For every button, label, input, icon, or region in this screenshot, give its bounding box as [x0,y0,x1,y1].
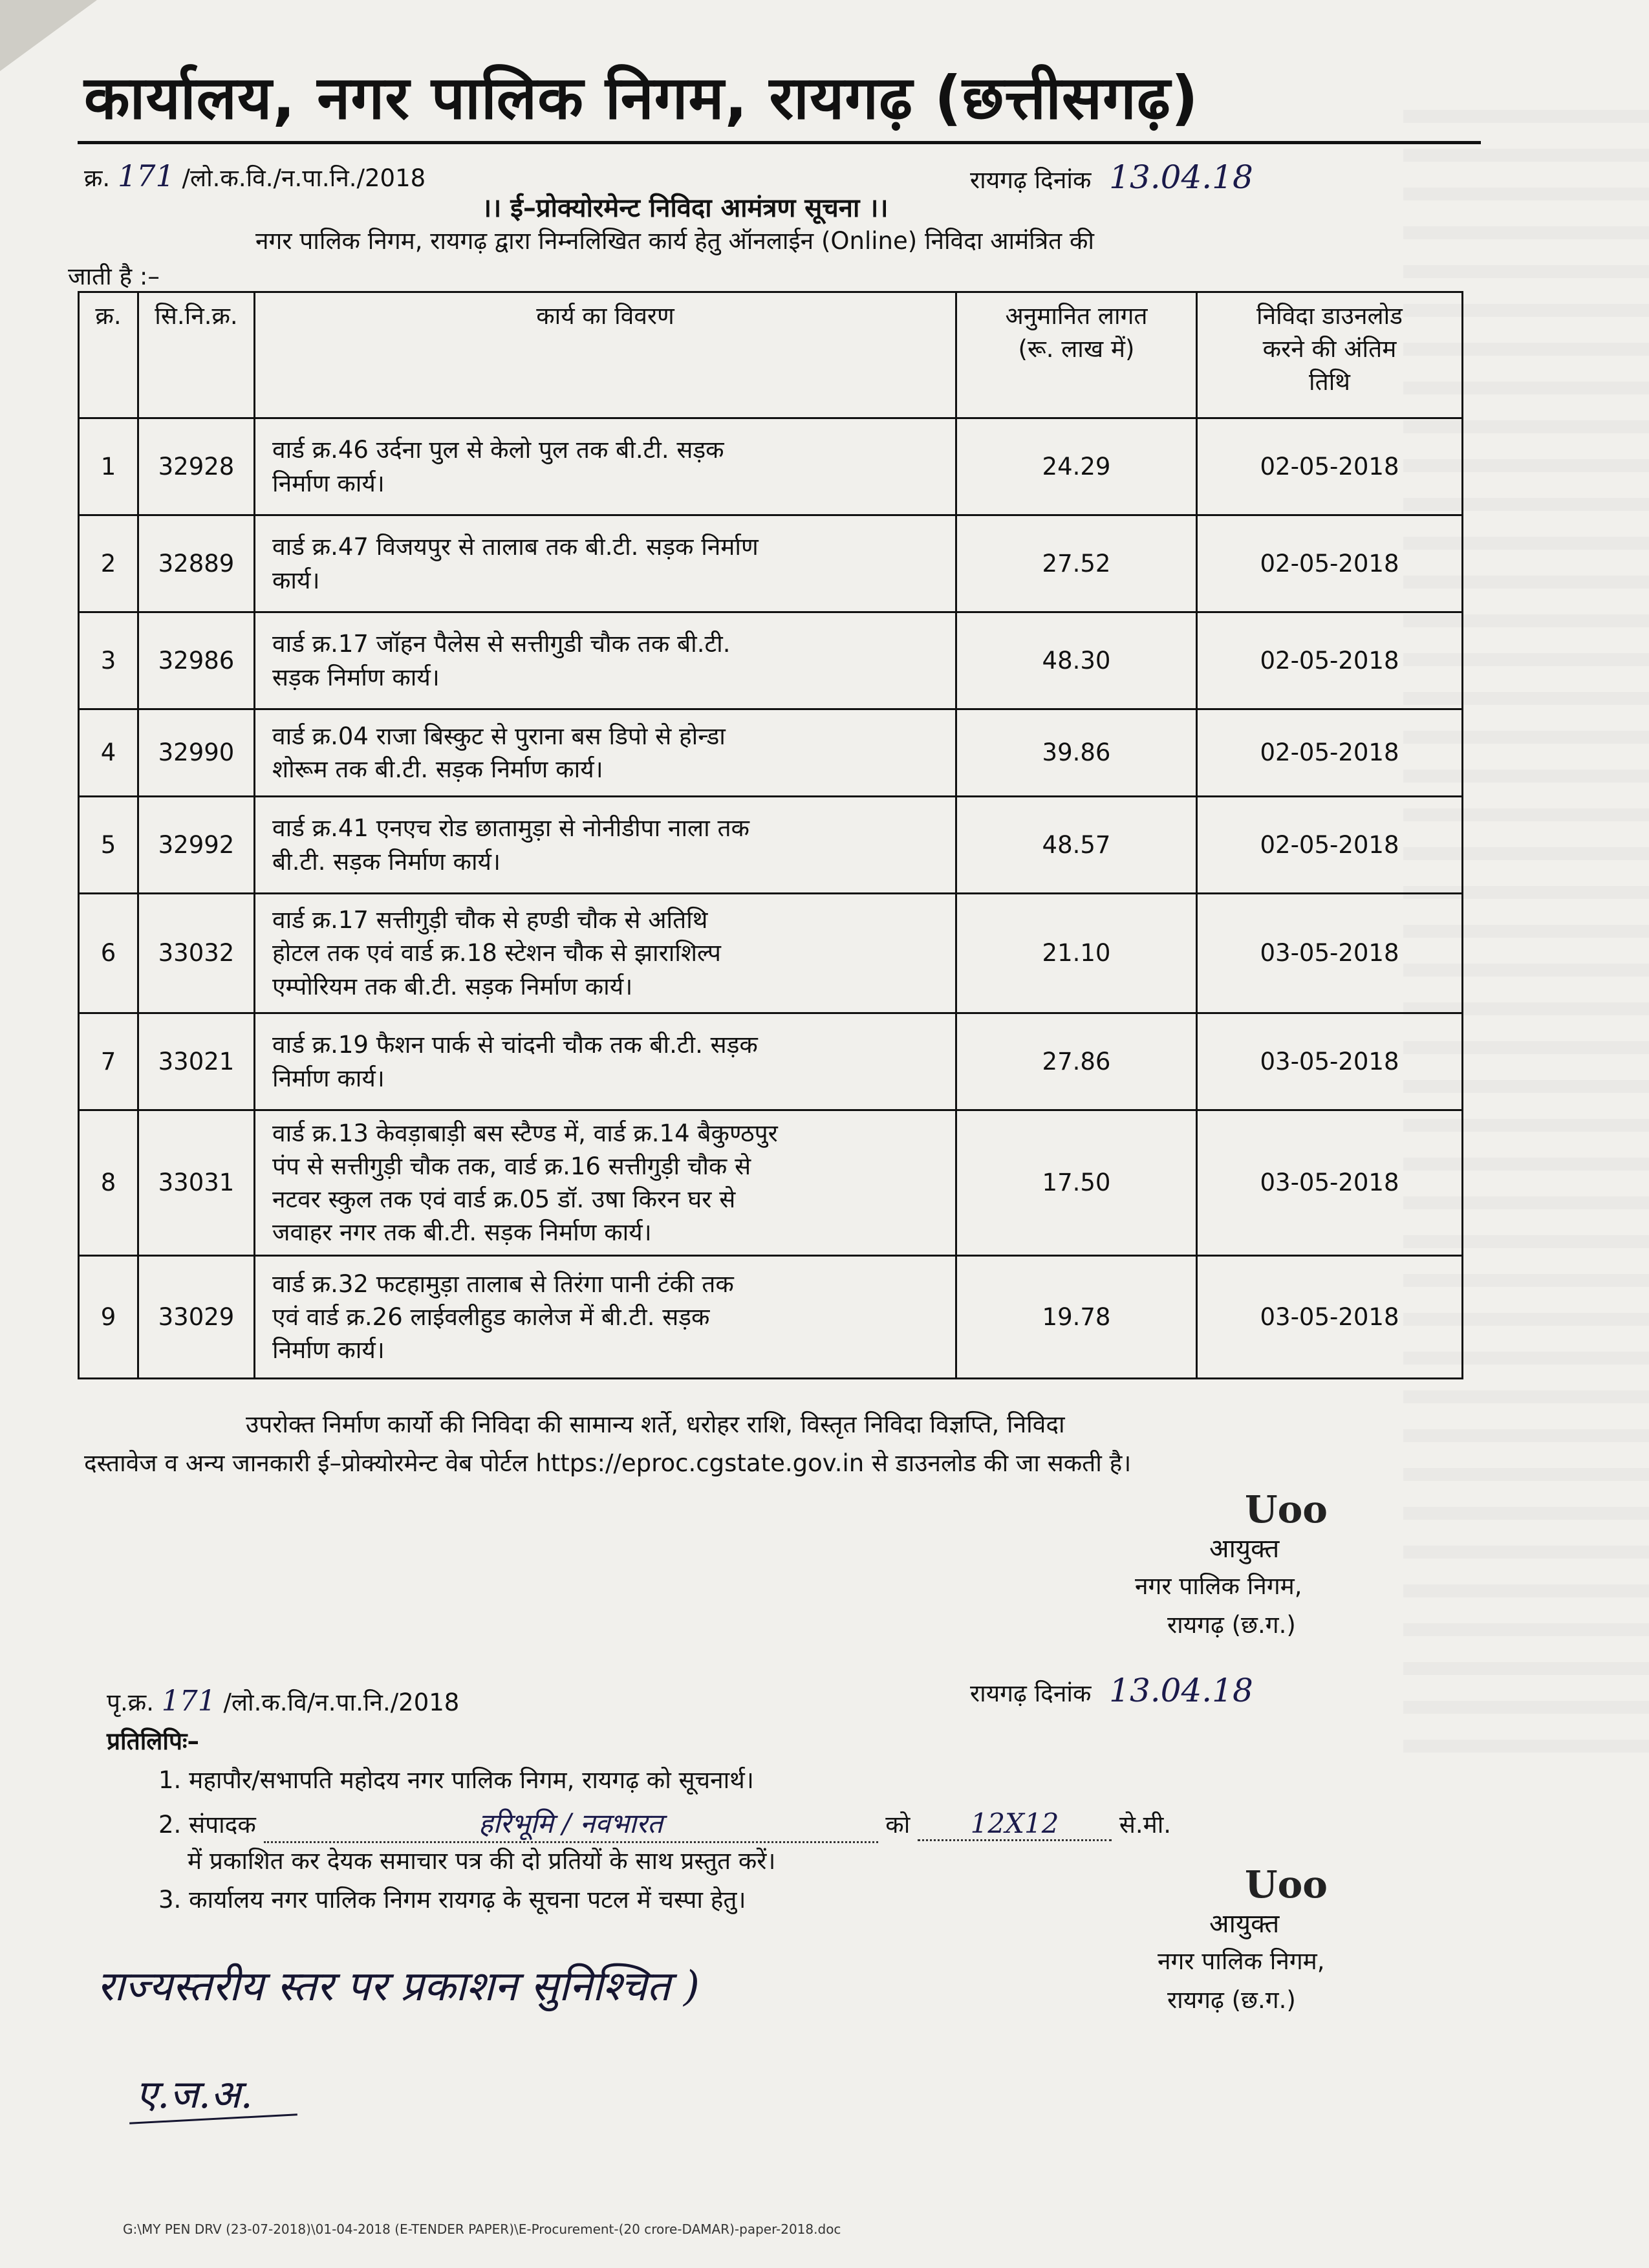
description-line: वार्ड क्र.04 राजा बिस्कुट से पुराना बस डिपो से होन्डा [272,722,726,750]
cell-description [255,1110,956,1256]
cell-cost: 21.10 [956,894,1197,1013]
description-line: सड़क निर्माण कार्य। [272,663,440,691]
signature-initials: Uoo [1245,1487,1328,1531]
cell-cost: 19.78 [956,1256,1197,1379]
tender-table [78,291,1463,1379]
handwritten-note: राज्यस्तरीय स्तर पर प्रकाशन सुनिश्चित ) [97,1963,700,2011]
notice-heading: ।। ई–प्रोक्योरमेन्ट निविदा आमंत्रण सूचना ।। [482,193,889,223]
table-row [79,1256,1463,1379]
signature-initials-2: Uoo [1245,1863,1328,1906]
newspaper-handwritten: हरिभूमि / नवभारत [479,1808,663,1839]
cell-description [255,797,956,894]
copy-item-2 [158,1804,1171,1843]
description-line: वार्ड क्र.47 विजयपुर से तालाब तक बी.टी. सड़क निर्माण [272,533,759,561]
table-row [79,1013,1463,1110]
table-row [79,1110,1463,1256]
copy-date-label: रायगढ़ दिनांक [970,1679,1092,1707]
ref-number: 171 [117,158,175,193]
size-handwritten: 12X12 [970,1808,1059,1839]
cell-sno: 8 [79,1110,138,1256]
copy-item-1: 1. महापौर/सभापति महोदय नगर पालिक निगम, रायगढ़ को सूचनार्थ। [158,1766,754,1794]
cell-description [255,418,956,515]
cell-description [255,612,956,709]
description-line: पंप से सत्तीगुड़ी चौक तक, वार्ड क्र.16 सत्तीगुड़ी चौक से [272,1152,751,1180]
ref-prefix: क्र. [84,164,111,192]
cell-tender-no: 33029 [138,1256,255,1379]
table-row [79,515,1463,612]
cell-description [255,894,956,1013]
cell-sno: 3 [79,612,138,709]
copy-date-value: 13.04.18 [1109,1672,1253,1709]
cell-cost: 17.50 [956,1110,1197,1256]
cell-tender-no: 32990 [138,709,255,797]
col-header-deadline: निविदा डाउनलोड करने की अंतिम तिथि [1197,292,1463,418]
description-line: निर्माण कार्य। [272,469,385,497]
description-line: वार्ड क्र.46 उर्दना पुल से केलो पुल तक बी.टी. सड़क [272,436,724,464]
cell-deadline: 02-05-2018 [1197,797,1463,894]
cell-description [255,1013,956,1110]
copy-reference-line [107,1685,459,1718]
description-line: निर्माण कार्य। [272,1064,385,1092]
cell-sno: 6 [79,894,138,1013]
closing-line-1: उपरोक्त निर्माण कार्यो की निविदा की सामान्य शर्ते, धरोहर राशि, विस्तृत निविदा विज्ञप्ति, निविदा [246,1410,1065,1438]
cell-description [255,709,956,797]
cell-sno: 4 [79,709,138,797]
copy-item-2-mid: को [885,1811,911,1839]
table-row [79,797,1463,894]
cell-cost: 39.86 [956,709,1197,797]
signature-org: नगर पालिक निगम, [1135,1572,1302,1600]
cell-deadline: 02-05-2018 [1197,612,1463,709]
description-line: एवं वार्ड क्र.26 लाईवलीहुड कालेज में बी.टी. सड़क [272,1302,710,1331]
description-line: वार्ड क्र.17 जॉहन पैलेस से सत्तीगुडी चौक तक बी.टी. [272,630,731,658]
file-path-footer: G:\MY PEN DRV (23-07-2018)\01-04-2018 (E-TENDER PAPER)\E-Procurement-(20 crore-DAMAR)-paper-2018.doc [123,2221,841,2237]
cell-sno: 1 [79,418,138,515]
signature-designation-2: आयुक्त [1209,1909,1280,1939]
cell-deadline: 02-05-2018 [1197,418,1463,515]
cell-description [255,1256,956,1379]
copy-ref-number: 171 [161,1685,216,1718]
description-line: वार्ड क्र.17 सत्तीगुड़ी चौक से हण्डी चौक से अतिथि [272,906,708,934]
copy-item-2-cont: में प्रकाशित कर देयक समाचार पत्र की दो प्रतियों के साथ प्रस्तुत करें। [188,1847,776,1875]
handwritten-initials: ए.ज.अ. [136,2072,253,2117]
table-header-row [79,292,1463,418]
cell-deadline: 02-05-2018 [1197,709,1463,797]
closing-line-2: दस्तावेज व अन्य जानकारी ई–प्रोक्योरमेन्ट वेब पोर्टल https://eproc.cgstate.gov.in से डाउनलोड की जा सकती है। [84,1449,1132,1477]
cell-deadline: 02-05-2018 [1197,515,1463,612]
cell-cost: 27.52 [956,515,1197,612]
cell-cost: 48.57 [956,797,1197,894]
copy-date-line [970,1672,1253,1709]
title-underline [78,141,1481,144]
cell-sno: 7 [79,1013,138,1110]
size-blank [918,1808,1112,1841]
cell-deadline: 03-05-2018 [1197,1013,1463,1110]
cell-tender-no: 32986 [138,612,255,709]
folded-corner [0,0,97,71]
description-line: होटल तक एवं वार्ड क्र.18 स्टेशन चौक से झाराशिल्प [272,939,721,967]
description-line: वार्ड क्र.19 फैशन पार्क से चांदनी चौक तक बी.टी. सड़क [272,1031,758,1059]
cell-tender-no: 33021 [138,1013,255,1110]
description-line: एम्पोरियम तक बी.टी. सड़क निर्माण कार्य। [272,972,633,1000]
cell-cost: 27.86 [956,1013,1197,1110]
cell-tender-no: 33032 [138,894,255,1013]
description-line: कार्य। [272,566,320,594]
table-row [79,709,1463,797]
description-line: वार्ड क्र.32 फटहामुड़ा तालाब से तिरंगा पानी टंकी तक [272,1269,734,1298]
signature-designation: आयुक्त [1209,1534,1280,1564]
signature-city: रायगढ़ (छ.ग.) [1167,1611,1296,1639]
col-header-sno: क्र. [79,292,138,418]
copy-item-3: 3. कार्यालय नगर पालिक निगम रायगढ़ के सूचना पटल में चस्पा हेतु। [158,1886,746,1914]
copy-ref-suffix: /लो.क.वि/न.पा.नि./2018 [223,1689,460,1716]
cell-deadline: 03-05-2018 [1197,894,1463,1013]
date-label: रायगढ़ दिनांक [970,166,1092,194]
cell-tender-no: 32992 [138,797,255,894]
copy-ref-prefix: पृ.क्र. [107,1689,154,1716]
table-row [79,894,1463,1013]
description-line: वार्ड क्र.41 एनएच रोड छातामुड़ा से नोनीडीपा नाला तक [272,814,749,843]
cell-tender-no: 33031 [138,1110,255,1256]
cell-description [255,515,956,612]
description-line: वार्ड क्र.13 केवड़ाबाड़ी बस स्टैण्ड में, वार्ड क्र.14 बैकुण्ठपुर [272,1119,778,1147]
copy-item-2-unit: से.मी. [1119,1811,1172,1839]
intro-line-1: नगर पालिक निगम, रायगढ़ द्वारा निम्नलिखित कार्य हेतु ऑनलाईन (Online) निविदा आमंत्रित की [255,227,1095,255]
date-line [970,158,1253,196]
reference-line [84,158,426,193]
cell-tender-no: 32928 [138,418,255,515]
signature-city-2: रायगढ़ (छ.ग.) [1167,1986,1296,2014]
date-value: 13.04.18 [1109,158,1253,196]
intro-line-2: जाती है :– [68,263,160,290]
table-row [79,418,1463,515]
signature-org-2: नगर पालिक निगम, [1158,1947,1325,1975]
col-header-description: कार्य का विवरण [255,292,956,418]
ref-suffix: /लो.क.वि./न.पा.नि./2018 [182,164,426,192]
cell-sno: 9 [79,1256,138,1379]
description-line: नटवर स्कुल तक एवं वार्ड क्र.05 डॉ. उषा किरन घर से [272,1185,736,1213]
cell-sno: 2 [79,515,138,612]
col-header-cost: अनुमानित लागत (रू. लाख में) [956,292,1197,418]
description-line: जवाहर नगर तक बी.टी. सड़क निर्माण कार्य। [272,1218,652,1247]
col-header-tender-no: सि.नि.क्र. [138,292,255,418]
cell-tender-no: 32889 [138,515,255,612]
cell-sno: 5 [79,797,138,894]
copy-item-2-label: 2. संपादक [158,1811,256,1839]
description-line: निर्माण कार्य। [272,1336,385,1365]
description-line: बी.टी. सड़क निर्माण कार्य। [272,847,501,876]
table-body [79,418,1463,1379]
cell-cost: 48.30 [956,612,1197,709]
cell-deadline: 03-05-2018 [1197,1256,1463,1379]
cell-deadline: 03-05-2018 [1197,1110,1463,1256]
newspaper-blank [264,1804,878,1843]
table-row [79,612,1463,709]
description-line: शोरूम तक बी.टी. सड़क निर्माण कार्य। [272,755,603,783]
office-title: कार्यालय, नगर पालिक निगम, रायगढ़ (छत्तीसगढ़) [84,63,1199,133]
cell-cost: 24.29 [956,418,1197,515]
copy-heading: प्रतिलिपिः– [107,1727,199,1755]
